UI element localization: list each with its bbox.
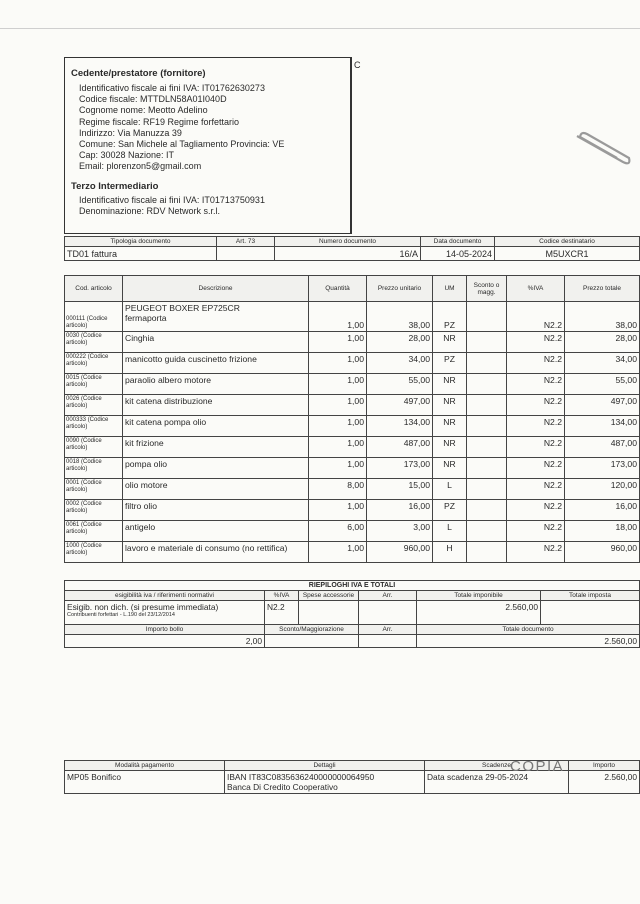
table-row — [65, 353, 640, 374]
item-description: kit catena distribuzione — [123, 395, 309, 416]
item-code: 0018 (Codice articolo) — [65, 458, 123, 479]
sender-line: Indirizzo: Via Manuzza 39 — [79, 127, 182, 138]
sconto-label: Sconto/Maggiorazione — [265, 625, 359, 635]
item-total: 487,00 — [565, 437, 640, 458]
sender-line: Cognome nome: Meotto Adelino — [79, 105, 208, 116]
col-esigibilita: esigibilità iva / riferimenti normativi — [65, 591, 265, 601]
item-um: NR — [433, 458, 467, 479]
col-descrizione: Descrizione — [123, 276, 309, 302]
bollo-label: Importo bollo — [65, 625, 265, 635]
sender-box — [64, 57, 351, 234]
col-prezzo-totale: Prezzo totale — [565, 276, 640, 302]
item-description: paraolio albero motore — [123, 374, 309, 395]
sender-lines — [65, 83, 350, 173]
col-modalita: Modalità pagamento — [65, 761, 225, 771]
items-intro: PEUGEOT BOXER EP725CR — [125, 303, 240, 313]
item-total: 34,00 — [565, 353, 640, 374]
item-quantity: 1,00 — [309, 458, 367, 479]
table-row — [65, 416, 640, 437]
col-numero: Numero documento — [275, 237, 421, 247]
col-scadenze: Scadenze — [425, 761, 569, 771]
col-dettagli: Dettagli — [225, 761, 425, 771]
col-cod-articolo: Cod. articolo — [65, 276, 123, 302]
sender-line: Email: plorenzon5@gmail.com — [79, 161, 202, 172]
item-total: 120,00 — [565, 479, 640, 500]
item-iva: N2.2 — [507, 479, 565, 500]
item-um: NR — [433, 374, 467, 395]
col-imponibile: Totale imponibile — [417, 591, 541, 601]
item-um: PZ — [433, 500, 467, 521]
summary-imposta-value — [541, 601, 640, 625]
doc-date: 14-05-2024 — [421, 247, 495, 261]
item-iva: N2.2 — [507, 500, 565, 521]
item-total: 16,00 — [565, 500, 640, 521]
item-iva: N2.2 — [507, 458, 565, 479]
intermediary-line: Denominazione: RDV Network s.r.l. — [79, 205, 221, 216]
table-row — [65, 479, 640, 500]
summary-spese-value — [299, 601, 359, 625]
item-quantity: 1,00 — [309, 542, 367, 563]
item-iva: N2.2 — [507, 521, 565, 542]
item-discount — [467, 500, 507, 521]
item-um: NR — [433, 332, 467, 353]
intermediary-title: Terzo Intermediario — [71, 180, 159, 192]
item-unit-price: 15,00 — [367, 479, 433, 500]
item-description: filtro olio — [123, 500, 309, 521]
payment-iban: IBAN IT83C0835636240000000064950 — [227, 772, 375, 782]
col-sconto: Sconto o magg. — [467, 276, 507, 302]
item-description — [123, 302, 309, 332]
col-importo: Importo — [569, 761, 640, 771]
intermediary-line: Identificativo fiscale ai fini IVA: IT01713750931 — [79, 194, 265, 205]
table-row — [65, 542, 640, 563]
top-rule — [0, 28, 640, 29]
table-row — [65, 374, 640, 395]
item-unit-price: 173,00 — [367, 458, 433, 479]
summary-table — [64, 580, 640, 648]
table-row — [65, 458, 640, 479]
col-iva: %IVA — [507, 276, 565, 302]
summary-imponibile-value: 2.560,00 — [417, 601, 541, 625]
item-unit-price: 134,00 — [367, 416, 433, 437]
col-quantita: Quantità — [309, 276, 367, 302]
items-body — [65, 302, 640, 563]
table-row — [65, 521, 640, 542]
item-code: 0090 (Codice articolo) — [65, 437, 123, 458]
col-arr: Arr. — [359, 591, 417, 601]
item-iva: N2.2 — [507, 395, 565, 416]
recipient-initial: C — [354, 60, 361, 70]
item-iva: N2.2 — [507, 437, 565, 458]
col-um: UM — [433, 276, 467, 302]
item-um: L — [433, 521, 467, 542]
sender-line: Identificativo fiscale ai fini IVA: IT01762630273 — [79, 83, 265, 93]
intermediary-lines — [65, 195, 350, 217]
sender-line: Codice fiscale: MTTDLN58A01I040D — [79, 94, 227, 105]
item-quantity: 6,00 — [309, 521, 367, 542]
table-row — [65, 437, 640, 458]
item-code: 0061 (Codice articolo) — [65, 521, 123, 542]
item-unit-price: 38,00 — [367, 302, 433, 332]
item-quantity: 1,00 — [309, 302, 367, 332]
col-codice-dest: Codice destinatario — [495, 237, 640, 247]
item-unit-price: 487,00 — [367, 437, 433, 458]
table-row — [65, 332, 640, 353]
item-discount — [467, 353, 507, 374]
item-description: kit frizione — [123, 437, 309, 458]
doc-number: 16/A — [275, 247, 421, 261]
item-um: PZ — [433, 353, 467, 374]
item-code: 1000 (Codice articolo) — [65, 542, 123, 563]
col-tipologia: Tipologia documento — [65, 237, 217, 247]
sender-title: Cedente/prestatore (fornitore) — [71, 68, 206, 79]
sender-line: Regime fiscale: RF19 Regime forfettario — [79, 116, 240, 127]
bollo-value: 2,00 — [65, 635, 265, 648]
item-code: 000333 (Codice articolo) — [65, 416, 123, 437]
items-table — [64, 275, 640, 563]
col-spese: Spese accessorie — [299, 591, 359, 601]
item-total: 18,00 — [565, 521, 640, 542]
item-total: 38,00 — [565, 302, 640, 332]
item-code: 0002 (Codice articolo) — [65, 500, 123, 521]
item-quantity: 1,00 — [309, 500, 367, 521]
summary-title: RIEPILOGHI IVA E TOTALI — [65, 581, 640, 591]
item-code: 0030 (Codice articolo) — [65, 332, 123, 353]
item-unit-price: 16,00 — [367, 500, 433, 521]
item-description: manicotto guida cuscinetto frizione — [123, 353, 309, 374]
item-quantity: 1,00 — [309, 395, 367, 416]
col-imposta: Totale imposta — [541, 591, 640, 601]
item-code: 000222 (Codice articolo) — [65, 353, 123, 374]
sconto-value — [265, 635, 359, 648]
item-discount — [467, 521, 507, 542]
item-discount — [467, 395, 507, 416]
item-unit-price: 28,00 — [367, 332, 433, 353]
payment-amount: 2.560,00 — [569, 771, 640, 794]
arr-label: Arr. — [359, 625, 417, 635]
item-discount — [467, 542, 507, 563]
item-iva: N2.2 — [507, 353, 565, 374]
item-quantity: 1,00 — [309, 374, 367, 395]
copia-stamp: COPIA — [510, 758, 565, 775]
payment-due: Data scadenza 29-05-2024 — [425, 771, 569, 794]
item-description: olio motore — [123, 479, 309, 500]
item-total: 55,00 — [565, 374, 640, 395]
item-discount — [467, 332, 507, 353]
arr-value — [359, 635, 417, 648]
payment-bank: Banca Di Credito Cooperativo — [227, 782, 338, 792]
item-code: 0015 (Codice articolo) — [65, 374, 123, 395]
item-description: kit catena pompa olio — [123, 416, 309, 437]
item-iva: N2.2 — [507, 374, 565, 395]
item-unit-price: 960,00 — [367, 542, 433, 563]
col-sum-iva: %IVA — [265, 591, 299, 601]
item-description: Cinghia — [123, 332, 309, 353]
item-discount — [467, 302, 507, 332]
totale-label: Totale documento — [417, 625, 640, 635]
table-row — [65, 302, 640, 332]
table-row — [65, 395, 640, 416]
doc-recipient-code: M5UXCR1 — [495, 247, 640, 261]
item-description: lavoro e materiale di consumo (no rettifica) — [123, 542, 309, 563]
item-um: NR — [433, 437, 467, 458]
item-discount — [467, 416, 507, 437]
item-discount — [467, 437, 507, 458]
item-code: 0026 (Codice articolo) — [65, 395, 123, 416]
esigibilita-note: Contribuenti forfettari - L.190 del 23/12/2014 — [67, 612, 175, 618]
item-unit-price: 3,00 — [367, 521, 433, 542]
totale-value: 2.560,00 — [417, 635, 640, 648]
item-description: antigelo — [123, 521, 309, 542]
item-unit-price: 497,00 — [367, 395, 433, 416]
table-row — [65, 500, 640, 521]
col-art73: Art. 73 — [217, 237, 275, 247]
item-iva: N2.2 — [507, 332, 565, 353]
item-code: 0001 (Codice articolo) — [65, 479, 123, 500]
item-iva: N2.2 — [507, 302, 565, 332]
col-prezzo-unitario: Prezzo unitario — [367, 276, 433, 302]
esigibilita-value: Esigib. non dich. (si presume immediata) — [67, 602, 219, 612]
item-discount — [467, 479, 507, 500]
item-unit-price: 55,00 — [367, 374, 433, 395]
payment-mode: MP05 Bonifico — [65, 771, 225, 794]
sender-line: Comune: San Michele al Tagliamento Provincia: VE — [79, 139, 285, 150]
item-code: 000111 (Codice articolo) — [65, 302, 123, 332]
item-iva: N2.2 — [507, 542, 565, 563]
item-description-text: fermaporta — [125, 313, 167, 323]
item-quantity: 1,00 — [309, 437, 367, 458]
item-description: pompa olio — [123, 458, 309, 479]
doc-type: TD01 fattura — [65, 247, 217, 261]
item-quantity: 8,00 — [309, 479, 367, 500]
sender-line: Cap: 30028 Nazione: IT — [79, 150, 175, 161]
item-um: NR — [433, 416, 467, 437]
item-total: 960,00 — [565, 542, 640, 563]
paperclip-icon — [573, 128, 633, 168]
item-total: 28,00 — [565, 332, 640, 353]
doc-art73 — [217, 247, 275, 261]
col-data: Data documento — [421, 237, 495, 247]
summary-iva-value: N2.2 — [265, 601, 299, 625]
item-discount — [467, 374, 507, 395]
item-um: L — [433, 479, 467, 500]
item-um: NR — [433, 395, 467, 416]
item-discount — [467, 458, 507, 479]
item-quantity: 1,00 — [309, 416, 367, 437]
item-quantity: 1,00 — [309, 332, 367, 353]
summary-arr-value — [359, 601, 417, 625]
item-unit-price: 34,00 — [367, 353, 433, 374]
item-iva: N2.2 — [507, 416, 565, 437]
item-total: 497,00 — [565, 395, 640, 416]
item-quantity: 1,00 — [309, 353, 367, 374]
document-header-table — [64, 236, 640, 261]
item-um: PZ — [433, 302, 467, 332]
item-total: 173,00 — [565, 458, 640, 479]
item-um: H — [433, 542, 467, 563]
item-total: 134,00 — [565, 416, 640, 437]
